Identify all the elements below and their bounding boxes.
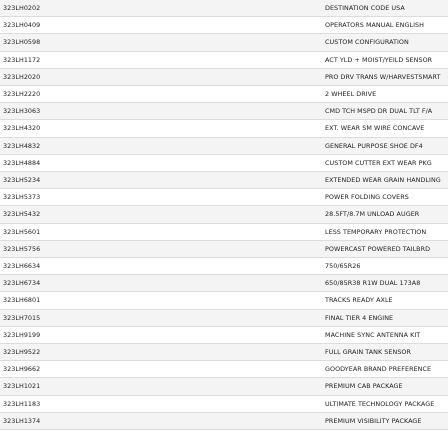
option-code-cell: 323LH5601 bbox=[0, 223, 321, 240]
option-description-cell: ACT YLD + MOIST/YEILD SENSOR bbox=[321, 51, 448, 68]
table-row bbox=[0, 51, 448, 68]
table-row bbox=[0, 34, 448, 51]
table-row bbox=[0, 86, 448, 103]
option-code-cell: 323LH2020 bbox=[0, 68, 321, 85]
table-row bbox=[0, 240, 448, 257]
table-row bbox=[0, 206, 448, 223]
option-description-cell: TRACKS READY AXLE bbox=[321, 292, 448, 309]
option-code-cell: 323LH0598 bbox=[0, 34, 321, 51]
table-row bbox=[0, 189, 448, 206]
option-description-cell: GENERAL PURPOSE SHOE DF4 bbox=[321, 137, 448, 154]
option-description-cell: 650/85R38 R1W DUAL 173A8 bbox=[321, 275, 448, 292]
option-description-cell: FINAL TIER 4 ENGINE bbox=[321, 309, 448, 326]
option-code-cell: 323LH5756 bbox=[0, 240, 321, 257]
table-row bbox=[0, 68, 448, 85]
option-description-cell: PREMIUM VISIBILITY PACKAGE bbox=[321, 412, 448, 429]
option-description-cell: EXT. WEAR SM WIRE CONCAVE bbox=[321, 120, 448, 137]
table-row bbox=[0, 361, 448, 378]
option-code-cell: 323LH5234 bbox=[0, 172, 321, 189]
table-row bbox=[0, 223, 448, 240]
option-code-cell: 323LH2220 bbox=[0, 86, 321, 103]
table-row bbox=[0, 17, 448, 34]
option-description-cell: POWER FOLDING COVERS bbox=[321, 189, 448, 206]
option-description-cell: CUSTOM CONFIGURATION bbox=[321, 34, 448, 51]
table-row bbox=[0, 275, 448, 292]
option-code-cell: 323LH0202 bbox=[0, 0, 321, 17]
option-code-cell: 323LH7015 bbox=[0, 309, 321, 326]
option-description-cell: PRO DRV TRANS W/HARVESTSMART bbox=[321, 68, 448, 85]
option-code-cell: 323LH5373 bbox=[0, 189, 321, 206]
option-code-cell: 323LH5432 bbox=[0, 206, 321, 223]
table-row bbox=[0, 154, 448, 171]
option-description-cell: LESS TEMPORARY PROTECTION bbox=[321, 223, 448, 240]
option-description-cell: 750/65R26 bbox=[321, 258, 448, 275]
option-description-cell: 28.5FT/8.7M UNLOAD AUGER bbox=[321, 206, 448, 223]
option-code-cell: 323LH4320 bbox=[0, 120, 321, 137]
option-code-cell: 323LH4832 bbox=[0, 137, 321, 154]
option-code-cell: 323LH9662 bbox=[0, 361, 321, 378]
table-row bbox=[0, 326, 448, 343]
option-description-cell: DESTINATION CODE USA bbox=[321, 0, 448, 17]
option-code-cell: 323LH6634 bbox=[0, 258, 321, 275]
option-code-cell: 323LH0409 bbox=[0, 17, 321, 34]
option-description-cell: CUSTOM CUTTER EXT WEAR PKG bbox=[321, 154, 448, 171]
table-row bbox=[0, 0, 448, 17]
table-row bbox=[0, 292, 448, 309]
option-code-cell: 323LH9522 bbox=[0, 344, 321, 361]
option-description-cell: MACHINE SYNC ANTENNA KIT bbox=[321, 326, 448, 343]
table-row bbox=[0, 258, 448, 275]
table-row bbox=[0, 309, 448, 326]
option-description-cell: 2 WHEEL DRIVE bbox=[321, 86, 448, 103]
option-code-cell: 323LH1021 bbox=[0, 378, 321, 395]
option-code-cell: 323LH1172 bbox=[0, 51, 321, 68]
option-code-cell: 323LH3063 bbox=[0, 103, 321, 120]
option-code-cell: 323LH1374 bbox=[0, 412, 321, 429]
option-description-cell: OPERATORS MANUAL ENGLISH bbox=[321, 17, 448, 34]
option-code-cell: 323LH6734 bbox=[0, 275, 321, 292]
option-description-cell: GOODYEAR BRAND PREFERENCE bbox=[321, 361, 448, 378]
option-code-cell: 323LH1183 bbox=[0, 395, 321, 412]
option-description-cell: PREMIUM CAB PACKAGE bbox=[321, 378, 448, 395]
option-code-cell: 323LH9199 bbox=[0, 326, 321, 343]
table-row bbox=[0, 103, 448, 120]
table-row bbox=[0, 120, 448, 137]
option-description-cell: CMD TCH MSPD DR DUAL TLT F/A bbox=[321, 103, 448, 120]
table-row bbox=[0, 172, 448, 189]
option-description-cell: FULL GRAIN TANK SENSOR bbox=[321, 344, 448, 361]
option-description-cell: POWERCAST POWERED TAILBRD bbox=[321, 240, 448, 257]
table-row bbox=[0, 412, 448, 429]
table-row bbox=[0, 137, 448, 154]
option-code-cell: 323LH4884 bbox=[0, 154, 321, 171]
option-description-cell: ULTIMATE TECHNOLOGY PACKAGE bbox=[321, 395, 448, 412]
table-row bbox=[0, 395, 448, 412]
option-description-cell: EXTENDED WEAR GRAIN HANDLING bbox=[321, 172, 448, 189]
option-code-cell: 323LH6801 bbox=[0, 292, 321, 309]
table-row bbox=[0, 344, 448, 361]
table-row bbox=[0, 378, 448, 395]
